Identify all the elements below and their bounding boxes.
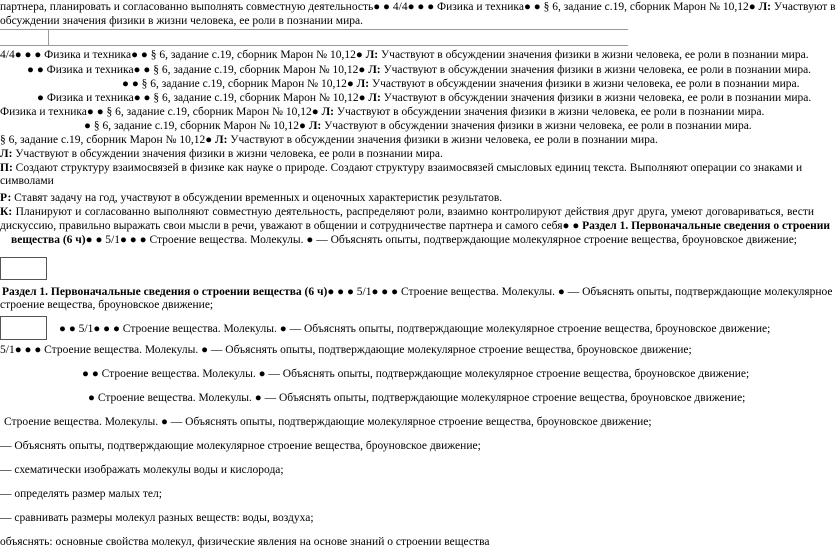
cascade-line: ● Физика и техника● ● § 6, задание с.19, сборник Марон № 10,12● Л: Участвуют в обсуждении значения физики в жизни человека, ее роли в познании мира. bbox=[37, 92, 812, 104]
list-row: Строение вещества. Молекулы. ● — Объяснять опыты, подтверждающие молекулярное строение вещества, броуновское движение; bbox=[4, 416, 652, 428]
p-block-line: символами bbox=[0, 175, 54, 187]
list-row: — схематически изображать молекулы воды и кислорода; bbox=[0, 464, 284, 476]
line-text-end: Участвуют в bbox=[773, 1, 836, 13]
cascade-line: § 6, задание с.19, сборник Марон № 10,12● Л: Участвуют в обсуждении значения физики в жизни человека, ее роли в познании мира. bbox=[0, 134, 658, 146]
k-block-line: дискуссию, правильно выражать свои мысли в речи, уважают в общении и сотрудничестве партнера и самого себя● ● Раздел 1. Первоначальные сведения о строении bbox=[0, 220, 830, 232]
text-line bbox=[0, 1, 836, 14]
list-row: ● Строение вещества. Молекулы. ● — Объяснять опыты, подтверждающие молекулярное строение вещества, броуновское движение; bbox=[88, 392, 746, 404]
section-line: Раздел 1. Первоначальные сведения о строении вещества (6 ч)● ● ● 5/1● ● ● Строение вещества. Молекулы. ● — Объяснять опыты, подтверждающие молекулярное bbox=[2, 286, 833, 298]
k-block-line: К: Планируют и согласованно выполняют совместную деятельность, распределяют роли, взаимно контролируют действия друг друга, умеют договариваться, вести bbox=[0, 206, 815, 218]
list-row: 5/1● ● ● Строение вещества. Молекулы. ● — Объяснять опыты, подтверждающие молекулярное строение вещества, броуновское движение; bbox=[0, 344, 692, 356]
text-line: обсуждении значения физики в жизни человека, ее роли в познании мира. bbox=[0, 15, 363, 27]
k-block-line: вещества (6 ч)● ● 5/1● ● ● Строение вещества. Молекулы. ● — Объяснять опыты, подтверждающие молекулярное строение вещества, броуновское движение; bbox=[11, 234, 797, 246]
cascade-line: 4/4● ● ● Физика и техника● ● § 6, задание с.19, сборник Марон № 10,12● Л: Участвуют в обсуждении значения физики в жизни человека, ее роли в познании мира. bbox=[0, 49, 809, 61]
cascade-line: ● ● § 6, задание с.19, сборник Марон № 10,12● Л: Участвуют в обсуждении значения физики в жизни человека, ее роли в познании мира. bbox=[122, 78, 800, 90]
table-rule-vertical bbox=[48, 29, 49, 46]
list-row: — Объяснять опыты, подтверждающие молекулярное строение вещества, броуновское движение; bbox=[0, 440, 481, 452]
cascade-line: Физика и техника● ● § 6, задание с.19, сборник Марон № 10,12● Л: Участвуют в обсуждении значения физики в жизни человека, ее роли в познании мира. bbox=[0, 106, 765, 118]
section-line: строение вещества, броуновское движение; bbox=[0, 299, 214, 311]
empty-cell-box bbox=[0, 257, 47, 280]
list-row: — сравнивать размеры молекул разных веществ: воды, воздуха; bbox=[0, 512, 314, 524]
cascade-line: ● ● Физика и техника● ● § 6, задание с.19, сборник Марон № 10,12● Л: Участвуют в обсуждении значения физики в жизни человека, ее роли в познании мира. bbox=[27, 64, 812, 76]
empty-cell-box bbox=[0, 316, 47, 340]
line-text: партнера, планировать и согласованно выполнять совместную деятельность● ● 4/4● ● ● Физика и техника● ● § 6, задание с.19, сборник Марон № 10,12● bbox=[0, 1, 756, 13]
cascade-line: ● § 6, задание с.19, сборник Марон № 10,12● Л: Участвуют в обсуждении значения физики в жизни человека, ее роли в познании мира. bbox=[84, 120, 752, 132]
r-block-line: Р: Ставят задачу на год, участвуют в обсуждении временных и оценочных характеристик результатов. bbox=[0, 192, 503, 204]
cascade-line: Л: Участвуют в обсуждении значения физики в жизни человека, ее роли в познании мира. bbox=[0, 148, 443, 160]
table-rule bbox=[0, 45, 628, 46]
list-row: объяснять: основные свойства молекул, физические явления на основе знаний о строении вещества bbox=[0, 536, 490, 548]
list-row: ● ● Строение вещества. Молекулы. ● — Объяснять опыты, подтверждающие молекулярное строение вещества, броуновское движение; bbox=[82, 368, 750, 380]
line-tag: Л: bbox=[758, 1, 772, 13]
list-row: — определять размер малых тел; bbox=[0, 488, 162, 500]
p-block-line: П: Создают структуру взаимосвязей в физике как науке о природе. Создают структуру взаимосвязей смысловых единиц текста. Выполняют операции со знаками и bbox=[0, 162, 803, 174]
table-rule bbox=[0, 29, 628, 30]
list-row: ● ● 5/1● ● ● Строение вещества. Молекулы. ● — Объяснять опыты, подтверждающие молекулярное строение вещества, броуновское движение; bbox=[59, 323, 771, 335]
